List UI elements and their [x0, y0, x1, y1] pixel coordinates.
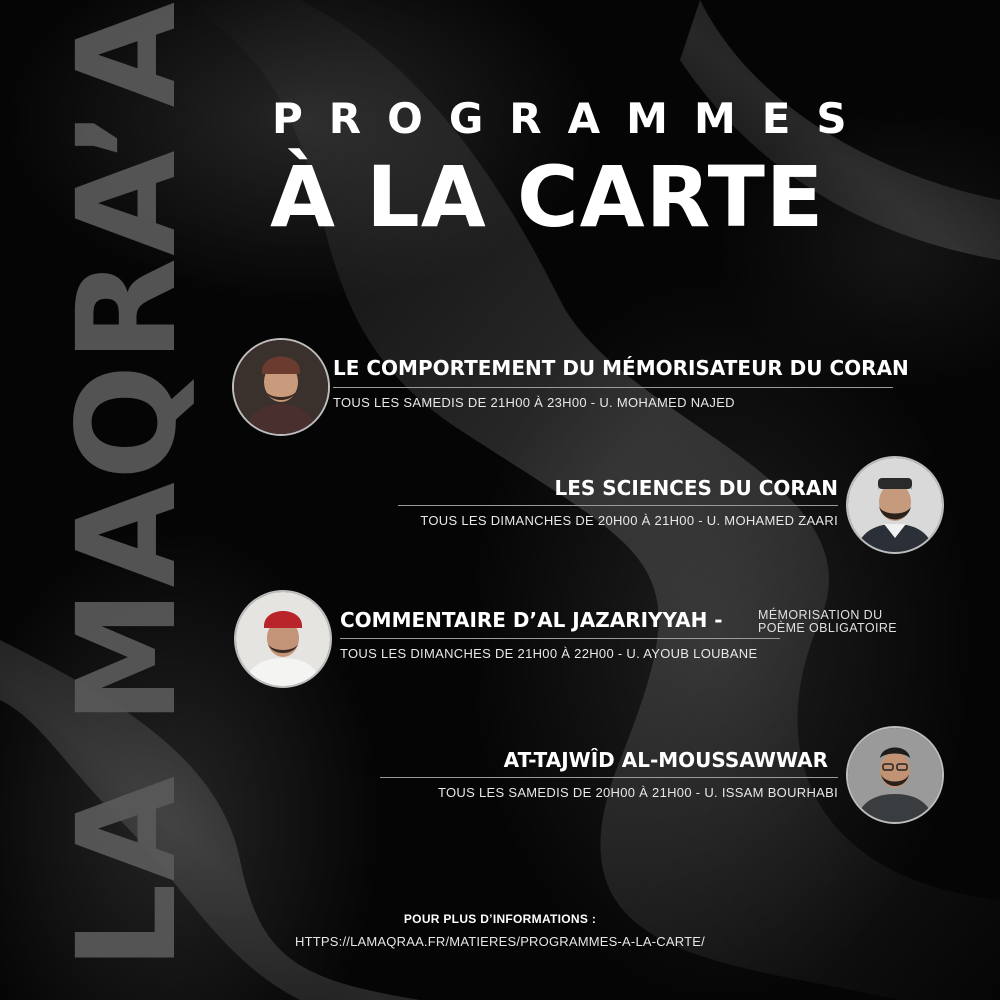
course-schedule-4: TOUS LES SAMEDIS DE 20H00 À 21H00 - U. ISSAM BOURHABI: [437, 785, 838, 800]
footer-url-link[interactable]: HTTPS://LAMAQRAA.FR/MATIERES/PROGRAMMES-A-LA-CARTE/: [295, 934, 705, 949]
footer-info-label: POUR PLUS D’INFORMATIONS :: [403, 912, 597, 926]
course-title-4: AT-TAJWÎD AL-MOUSSAWWAR: [503, 748, 828, 772]
instructor-avatar-3: [234, 590, 332, 688]
person-portrait-icon: [236, 592, 330, 686]
instructor-avatar-4: [846, 726, 944, 824]
course-schedule-3: TOUS LES DIMANCHES DE 21H00 À 22H00 - U. AYOUB LOUBANE: [340, 646, 758, 661]
title-a-la-carte: À LA CARTE: [270, 148, 825, 246]
brand-vertical-wordmark: LA MAQRA’A: [49, 0, 207, 970]
course-title-1: LE COMPORTEMENT DU MÉMORISATEUR DU CORAN: [333, 356, 909, 380]
course-title-3: COMMENTAIRE D’AL JAZARIYYAH -: [340, 608, 723, 632]
course-note-3: [758, 609, 897, 635]
course-divider-1: [333, 387, 893, 388]
course-divider-4: [380, 777, 838, 778]
instructor-avatar-2: [846, 456, 944, 554]
instructor-avatar-1: [232, 338, 330, 436]
course-note-line-1: MÉMORISATION DU: [758, 608, 883, 622]
course-title-2: LES SCIENCES DU CORAN: [554, 476, 838, 500]
person-portrait-icon: [848, 728, 942, 822]
person-portrait-icon: [234, 340, 328, 434]
course-schedule-1: TOUS LES SAMEDIS DE 21H00 À 23H00 - U. MOHAMED NAJED: [333, 395, 735, 410]
course-schedule-2: TOUS LES DIMANCHES DE 20H00 À 21H00 - U. MOHAMED ZAARI: [420, 513, 838, 528]
course-note-line-2: POÈME OBLIGATOIRE: [758, 621, 898, 635]
person-portrait-icon: [848, 458, 942, 552]
title-programmes: PROGRAMMES: [272, 94, 873, 143]
course-divider-2: [398, 505, 838, 506]
course-divider-3: [340, 638, 780, 639]
